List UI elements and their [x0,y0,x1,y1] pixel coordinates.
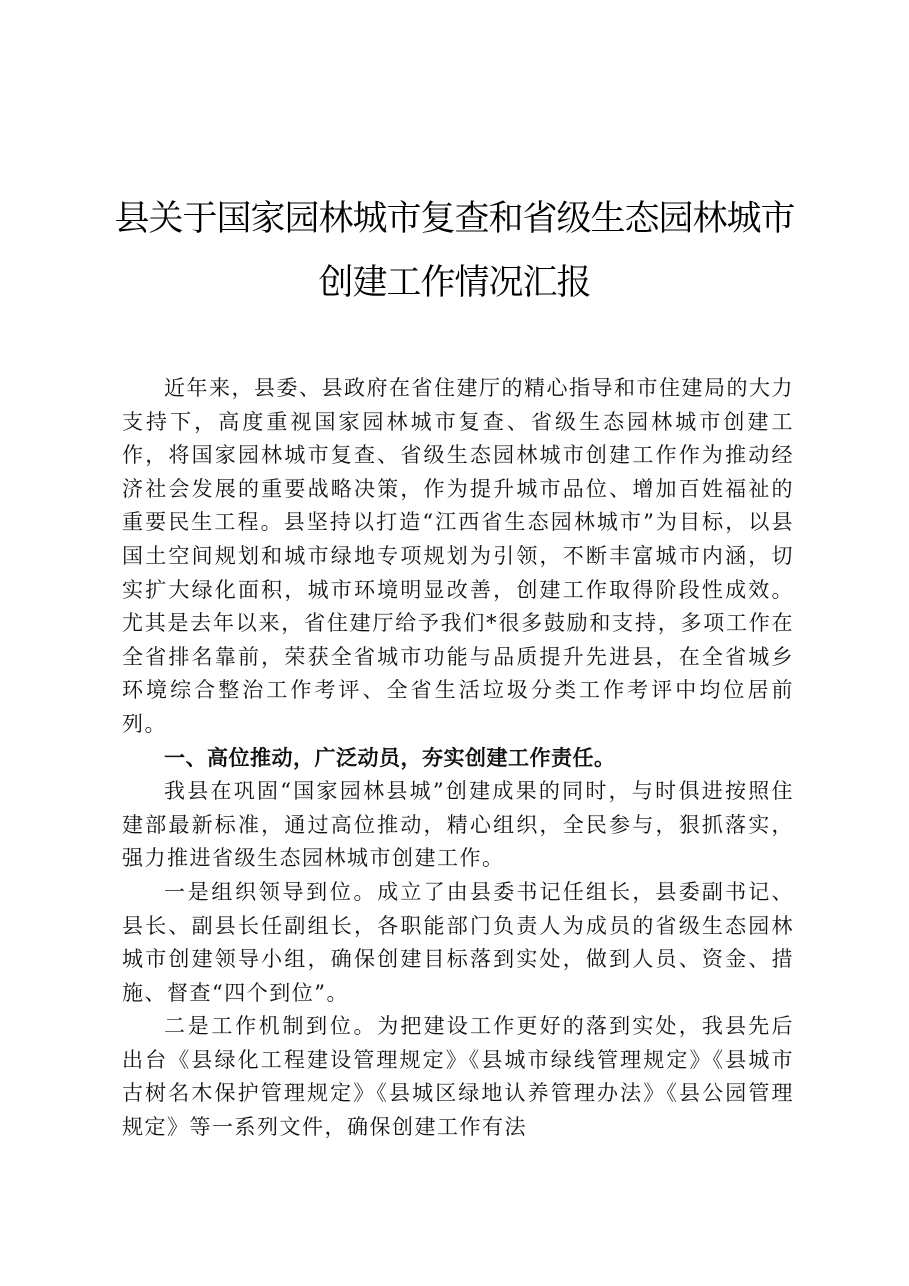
document-body [122,372,794,1145]
intro-paragraph: 近年来，县委、县政府在省住建厅的精心指导和市住建局的大力支持下，高度重视国家园林城市复查、省级生态园林城市创建工作，将国家园林城市复查、省级生态园林城市创建工作作为推动经济社会发展的重要战略决策，作为提升城市品位、增加百姓福祉的重要民生工程。县坚持以打造“江西省生态园林城市”为目标，以县国土空间规划和城市绿地专项规划为引领，不断丰富城市内涵，切实扩大绿化面积，城市环境明显改善，创建工作取得阶段性成效。尤其是去年以来，省住建厅给予我们*很多鼓励和支持，多项工作在全省排名靠前，荣获全省城市功能与品质提升先进县，在全省城乡环境综合整治工作考评、全省生活垃圾分类工作考评中均位居前列。 [122,376,794,736]
point-1-paragraph [122,876,794,1010]
section-heading-1: 一、高位推动，广泛动员，夯实创建工作责任。 [164,745,616,770]
document-title-line-2: 创建工作情况汇报 [318,263,591,303]
point-1-text: 成立了由县委书记任组长，县委副书记、县长、副县长任副组长，各职能部门负责人为成员的省级生态园林城市创建领导小组，确保创建目标落到实处，做到人员、资金、措施、督查“四个到位”。 [122,879,795,1005]
point-1-lead: 一是组织领导到位。 [164,879,378,904]
point-2-paragraph [122,1010,794,1144]
point-2-text: 为把建设工作更好的落到实处，我县先后出台《县绿化工程建设管理规定》《县城市绿线管理规定》《县城市古树名木保护管理规定》《县城区绿地认养管理办法》《县公园管理规定》等一系列文件，确保创建工作有法 [122,1014,795,1140]
section-1-paragraph: 我县在巩固“国家园林县城”创建成果的同时，与时俱进按照住建部最新标准，通过高位推动，精心组织，全民参与，狠抓落实，强力推进省级生态园林城市创建工作。 [122,779,794,871]
point-2-lead: 二是工作机制到位。 [164,1014,378,1039]
document-title-line-1: 县关于国家园林城市复查和省级生态园林城市 [114,199,795,239]
